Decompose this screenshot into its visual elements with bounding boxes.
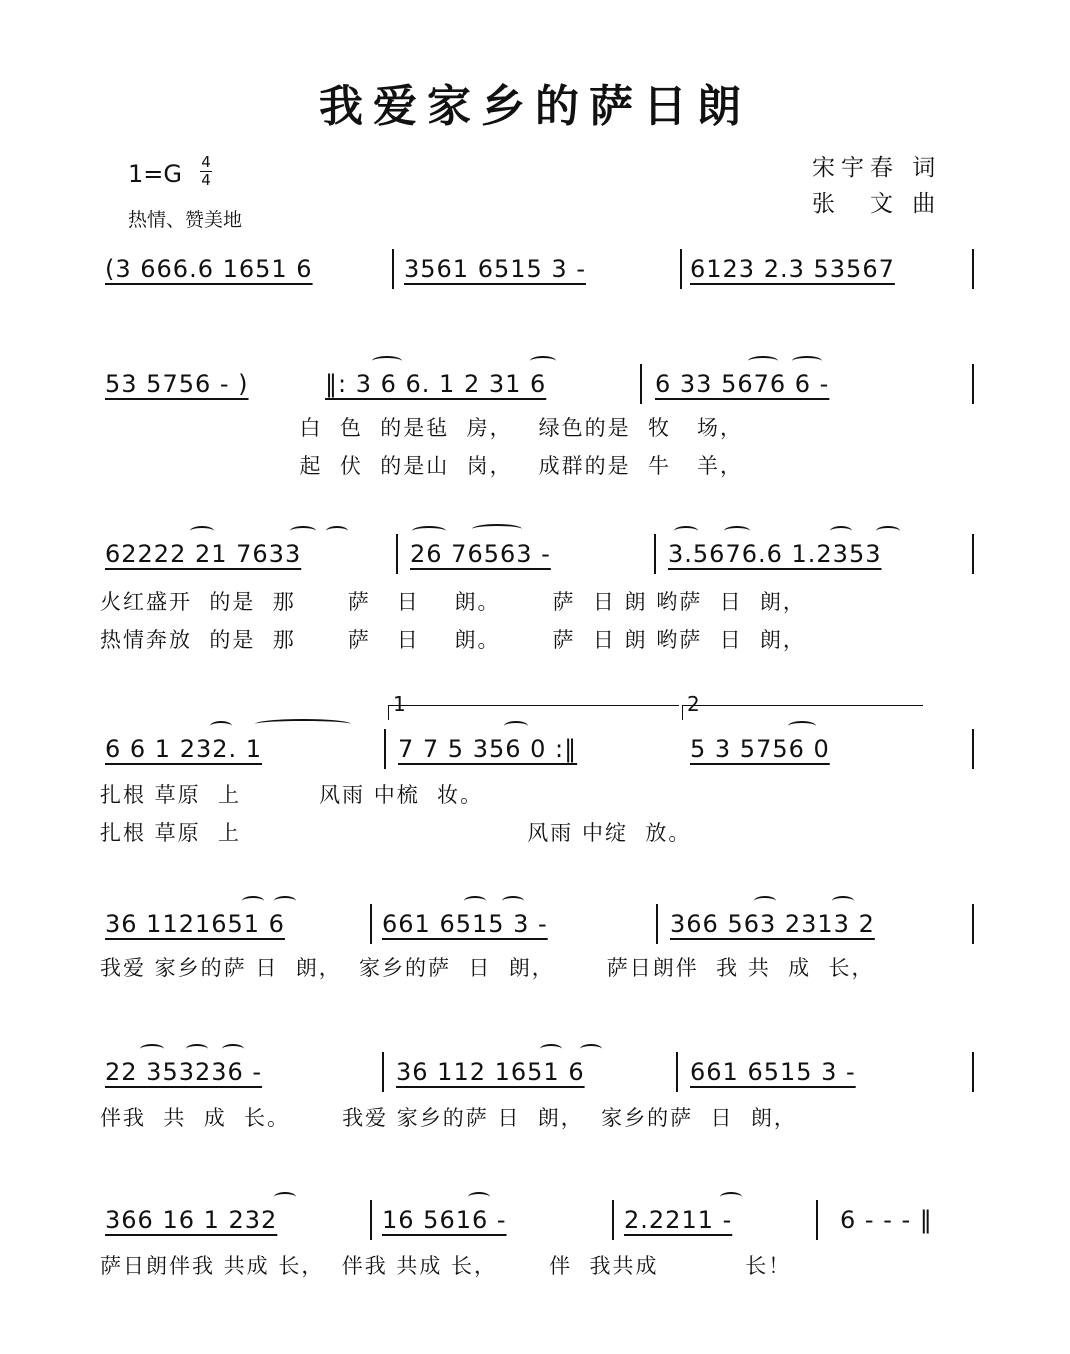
slur xyxy=(412,526,446,536)
measure: 6 6 1 232. 1 xyxy=(105,735,263,763)
barline xyxy=(612,1200,614,1240)
measure: 5 3 5756 0 xyxy=(690,735,830,763)
lyric-line-1: 火红盛开 的是 那 萨 日 朗。 萨 日 朗 哟萨 日 朗， xyxy=(100,590,806,614)
measure: 6 - - - ‖ xyxy=(840,1206,933,1234)
barline xyxy=(972,249,974,289)
barline xyxy=(396,534,398,574)
measure: 6 33 5676 6 - xyxy=(655,370,830,398)
barline xyxy=(382,1052,384,1092)
tempo-marking: 热情、赞美地 xyxy=(128,209,243,231)
slur xyxy=(372,356,402,366)
slur xyxy=(540,1044,562,1054)
slur xyxy=(748,356,778,366)
measure: 3561 6515 3 - xyxy=(404,255,586,283)
time-signature-bottom: 4 xyxy=(201,171,211,189)
slur xyxy=(876,526,900,536)
slur xyxy=(502,896,524,906)
slur xyxy=(720,1192,742,1202)
measure: 7 7 5 356 0 :‖ xyxy=(398,735,578,763)
slur xyxy=(792,356,822,366)
slur xyxy=(210,721,232,731)
barline xyxy=(816,1200,818,1240)
lyric-line-1: 伴我 共 成 长。 我爱 家乡的萨 日 朗， 家乡的萨 日 朗， xyxy=(100,1106,797,1130)
time-signature xyxy=(200,154,212,189)
lyric-line-2: 热情奔放 的是 那 萨 日 朗。 萨 日 朗 哟萨 日 朗， xyxy=(100,628,806,652)
measure: 366 563 2313 2 xyxy=(670,910,875,938)
barline xyxy=(972,904,974,944)
slur xyxy=(274,896,296,906)
slur xyxy=(472,524,522,534)
measure: 661 6515 3 - xyxy=(382,910,548,938)
slur xyxy=(754,896,776,906)
measure: 366 16 1 232 xyxy=(105,1206,278,1234)
barline xyxy=(384,729,386,769)
slur xyxy=(255,719,351,729)
lyric-line-2: 起 伏 的是山 岗， 成群的是 牛 羊， xyxy=(100,454,743,478)
notes-row xyxy=(100,1206,980,1246)
volta-1: 1 xyxy=(388,705,679,720)
notes-row xyxy=(100,255,980,295)
song-title: 我爱家乡的萨日朗 xyxy=(319,81,751,132)
measure: 22 353236 - xyxy=(105,1058,263,1086)
barline xyxy=(370,904,372,944)
barline xyxy=(680,249,682,289)
barline xyxy=(370,1200,372,1240)
barline xyxy=(640,364,642,404)
barline xyxy=(654,534,656,574)
slur xyxy=(242,896,264,906)
notes-row xyxy=(100,1058,980,1098)
notes-row xyxy=(100,735,980,775)
slur xyxy=(674,526,698,536)
slur xyxy=(464,896,486,906)
slur xyxy=(468,1192,490,1202)
notes-row xyxy=(100,910,980,950)
barline xyxy=(392,249,394,289)
slur xyxy=(530,356,556,366)
barline xyxy=(972,534,974,574)
measure: 36 1121651 6 xyxy=(105,910,285,938)
slur xyxy=(222,1044,244,1054)
measure: 661 6515 3 - xyxy=(690,1058,856,1086)
barline xyxy=(972,729,974,769)
composer: 张 文 曲 xyxy=(812,191,942,217)
slur xyxy=(832,896,854,906)
barline xyxy=(656,904,658,944)
measure: 2.2211 - xyxy=(624,1206,733,1234)
lyric-line-2: 扎根 草原 上 风雨 中绽 放。 xyxy=(100,821,692,845)
measure: 16 5616 - xyxy=(382,1206,507,1234)
notes-row xyxy=(100,370,980,410)
lyric-line-1: 扎根 草原 上 风雨 中梳 妆。 xyxy=(100,783,484,807)
measure: 62222 21 7633 xyxy=(105,540,302,568)
key-signature: 1=G xyxy=(128,160,182,188)
measure: (3 666.6 1651 6 xyxy=(105,255,313,283)
barline xyxy=(676,1052,678,1092)
slur xyxy=(580,1044,602,1054)
time-signature-top: 4 xyxy=(201,153,211,171)
slur xyxy=(186,1044,208,1054)
lyricist: 宋宇春 词 xyxy=(812,155,942,181)
barline xyxy=(972,1052,974,1092)
slur xyxy=(290,526,316,536)
lyric-line-1: 白 色 的是毡 房， 绿色的是 牧 场， xyxy=(100,416,743,440)
volta-2: 2 xyxy=(682,705,923,720)
measure: 3.5676.6 1.2353 xyxy=(668,540,882,568)
measure: 36 112 1651 6 xyxy=(396,1058,585,1086)
measure: 6123 2.3 53567 xyxy=(690,255,895,283)
slur xyxy=(830,526,852,536)
slur xyxy=(326,526,348,536)
measure: ‖: 3 6 6. 1 2 31 6 xyxy=(325,370,547,398)
slur xyxy=(788,721,816,731)
measure: 26 76563 - xyxy=(410,540,551,568)
lyric-line-1: 我爱 家乡的萨 日 朗， 家乡的萨 日 朗， 萨日朗伴 我 共 成 长， xyxy=(100,956,875,980)
lyric-line-1: 萨日朗伴我 共成 长， 伴我 共成 长， 伴 我共成 长！ xyxy=(100,1254,792,1278)
credits xyxy=(812,150,941,222)
measure: 53 5756 - ) xyxy=(105,370,249,398)
barline xyxy=(972,364,974,404)
slur xyxy=(724,526,750,536)
slur xyxy=(274,1192,296,1202)
notes-row xyxy=(100,540,980,580)
slur xyxy=(504,721,528,731)
slur xyxy=(190,526,214,536)
slur xyxy=(140,1044,164,1054)
